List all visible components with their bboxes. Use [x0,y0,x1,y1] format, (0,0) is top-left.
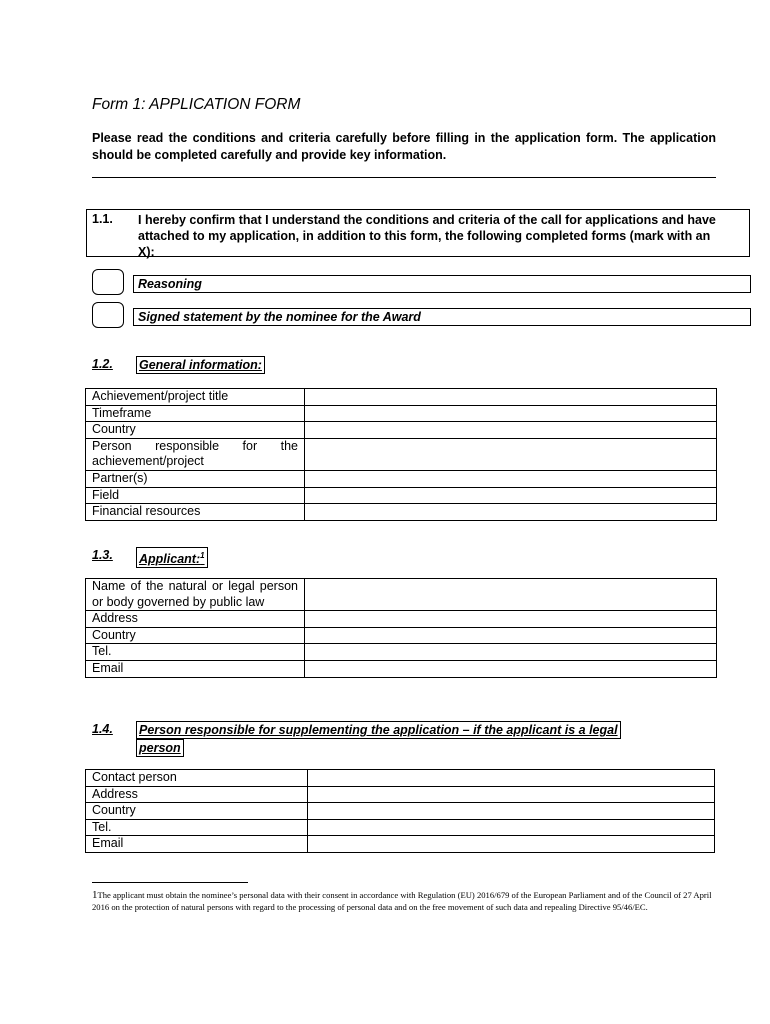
section-applicant-title [136,547,208,568]
field-label: Contact person [86,770,308,787]
field-label: Tel. [86,644,305,661]
intro-text: Please read the conditions and criteria carefully before filling in the application form. The application should be completed carefully and provide key information. [92,131,716,162]
section-contact-number: 1.4. [92,722,113,736]
field-value[interactable] [308,819,715,836]
table-row [86,770,715,787]
table-row [86,389,717,406]
field-value[interactable] [308,803,715,820]
field-label: Field [86,487,305,504]
field-value[interactable] [305,389,717,406]
field-label: Email [86,660,305,677]
applicant-title-text: Applicant: [139,552,201,567]
general-information-table [85,388,717,521]
footnote [92,889,712,913]
contact-title-line2: person [136,739,184,757]
footnote-mark: 1 [92,889,98,901]
contact-title-line1: Person responsible for supplementing the application – if the applicant is a legal [136,721,621,739]
field-value[interactable] [305,660,717,677]
field-label: Person responsible for the achievement/project [86,438,305,470]
divider [92,177,716,178]
field-value[interactable] [305,487,717,504]
table-row [86,470,717,487]
field-value[interactable] [305,627,717,644]
field-value[interactable] [305,405,717,422]
section-contact-title [136,721,688,757]
confirmation-number: 1.1. [92,212,113,226]
confirmation-text: I hereby confirm that I understand the conditions and criteria of the call for applications and have attached to my application, in addition to this form, the following completed forms (mark with an X): [138,213,716,259]
footnote-divider [92,882,248,883]
field-label: Country [86,422,305,439]
table-row [86,803,715,820]
checkbox-signed-statement[interactable] [92,302,124,328]
field-label: Email [86,836,308,853]
field-label: Name of the natural or legal person or body governed by public law [86,579,305,611]
field-label: Address [86,786,308,803]
applicant-table [85,578,717,678]
field-value[interactable] [305,470,717,487]
option-reasoning: Reasoning [133,275,751,293]
table-row [86,660,717,677]
field-label: Tel. [86,819,308,836]
field-value[interactable] [308,836,715,853]
field-value[interactable] [308,786,715,803]
table-row [86,819,715,836]
field-value[interactable] [305,422,717,439]
option-signed-statement: Signed statement by the nominee for the Award [133,308,751,326]
table-row [86,836,715,853]
form-title: Form 1: APPLICATION FORM [92,96,301,113]
footnote-text: The applicant must obtain the nominee’s personal data with their consent in accordance with Regulation (EU) 2016/679 of the European Parliament and of the Council of 27 April 2016 on the protection of natural persons with regard to the processing of personal data and on the free movement of such data and repealing Directive 95/46/EC. [92,890,712,912]
section-general-title: General information: [136,356,265,374]
field-label: Achievement/project title [86,389,305,406]
table-row [86,611,717,628]
table-row [86,579,717,611]
field-label: Country [86,627,305,644]
field-label: Address [86,611,305,628]
footnote-ref[interactable]: 1 [200,551,205,560]
table-row [86,504,717,521]
field-value[interactable] [305,644,717,661]
table-row [86,487,717,504]
field-label: Partner(s) [86,470,305,487]
section-general-number: 1.2. [92,357,113,371]
table-row [86,644,717,661]
table-row [86,438,717,470]
field-value[interactable] [305,438,717,470]
table-row [86,422,717,439]
field-label: Timeframe [86,405,305,422]
field-value[interactable] [305,579,717,611]
field-value[interactable] [305,504,717,521]
contact-table [85,769,715,853]
checkbox-reasoning[interactable] [92,269,124,295]
field-value[interactable] [305,611,717,628]
table-row [86,405,717,422]
field-label: Country [86,803,308,820]
section-applicant-number: 1.3. [92,548,113,562]
field-label: Financial resources [86,504,305,521]
field-value[interactable] [308,770,715,787]
table-row [86,627,717,644]
table-row [86,786,715,803]
